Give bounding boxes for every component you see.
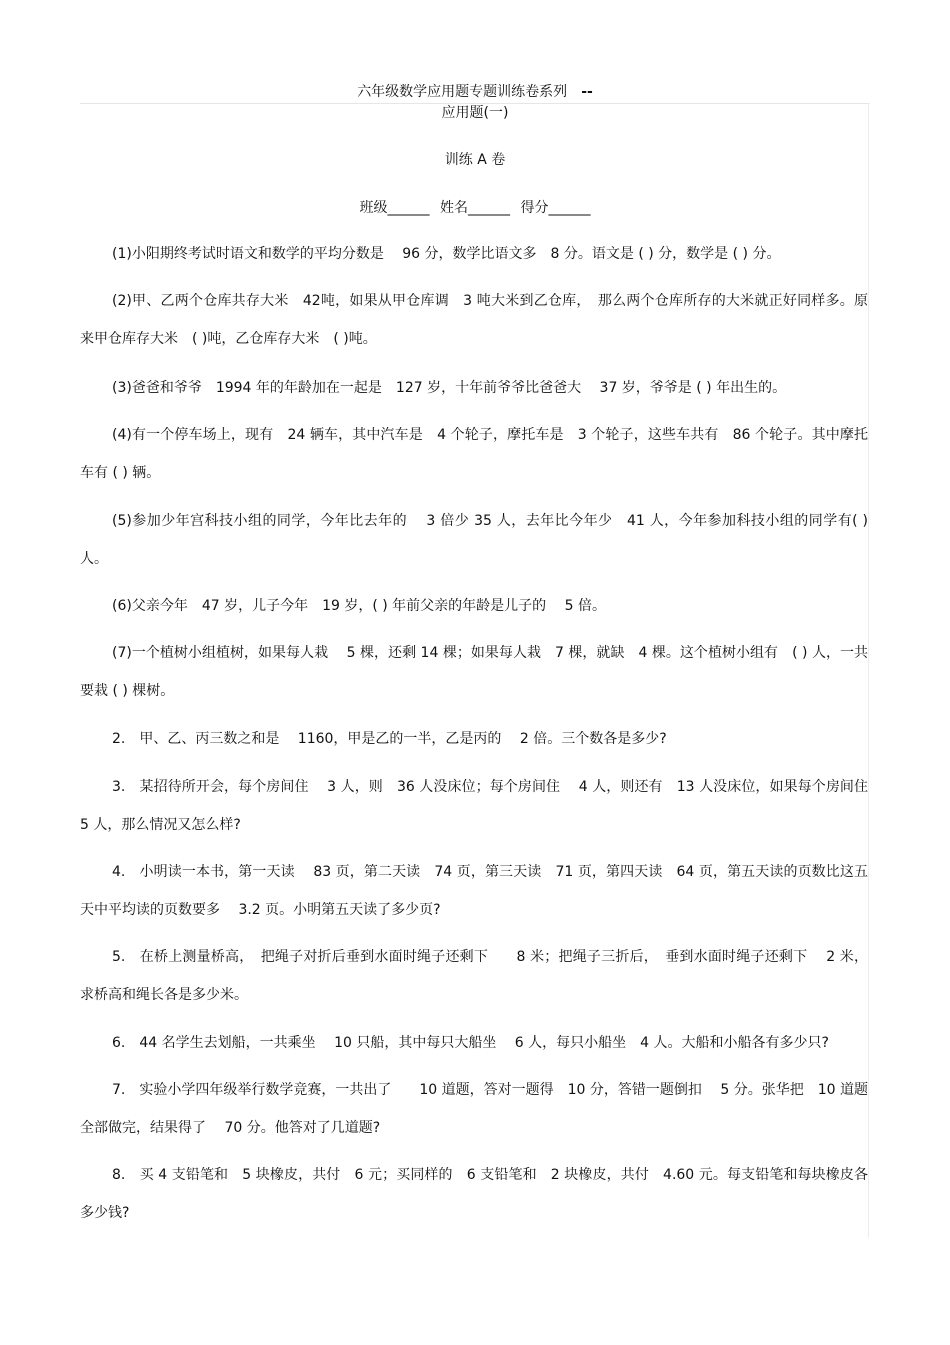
question-1-5: (5)参加少年宫科技小组的同学，今年比去年的 3 倍少 35 人，去年比今年少 41 人，今年参加科技小组的同学有( ) 人。: [80, 513, 868, 567]
class-field: 班级______: [359, 200, 430, 216]
question-1-4: (4)有一个停车场上，现有 24 辆车，其中汽车是 4 个轮子，摩托车是 3 个轮子，这些车共有 86 个轮子。其中摩托车有 ( ) 辆。: [80, 427, 868, 481]
series-title: [0, 83, 950, 101]
question-3: 3. 某招待所开会，每个房间住 3 人，则 36 人没床位；每个房间住 4 人，则还有 13 人没床位，如果每个房间住 5 人，那么情况又怎么样?: [80, 779, 868, 833]
series-title-dash: --: [581, 84, 593, 100]
question-7: 7. 实验小学四年级举行数学竞赛，一共出了 10 道题，答对一题得 10 分，答错一题倒扣 5 分。张华把 10 道题全部做完，结果得了 70 分。他答对了几道题?: [80, 1082, 868, 1136]
series-title-text: 六年级数学应用题专题训练卷系列: [357, 84, 568, 100]
question-1-6: (6)父亲今年 47 岁，儿子今年 19 岁，( ) 年前父亲的年龄是儿子的 5 倍。: [112, 598, 606, 614]
question-1-1: (1)小阳期终考试时语文和数学的平均分数是 96 分，数学比语文多 8 分。语文是 ( ) 分，数学是 ( ) 分。: [112, 246, 781, 262]
question-8: 8. 买 4 支铅笔和 5 块橡皮，共付 6 元；买同样的 6 支铅笔和 2 块橡皮，共付 4.60 元。每支铅笔和每块橡皮各多少钱?: [80, 1167, 868, 1221]
question-1-2: (2)甲、乙两个仓库共存大米 42吨，如果从甲仓库调 3 吨大米到乙仓库， 那么两个仓库所存的大米就正好同样多。原来甲仓库存大米 ( )吨，乙仓库存大米 ( )吨。: [80, 293, 868, 347]
volume-label: 训练 A 卷: [444, 152, 506, 168]
right-margin-rule: [868, 103, 869, 1238]
page-title: 应用题(一): [441, 105, 509, 121]
question-1-7: (7)一个植树小组植树，如果每人栽 5 棵，还剩 14 棵；如果每人栽 7 棵，就缺 4 棵。这个植树小组有 ( ) 人，一共要栽 ( ) 棵树。: [80, 645, 868, 699]
question-4: 4. 小明读一本书，第一天读 83 页，第二天读 74 页，第三天读 71 页，第四天读 64 页，第五天读的页数比这五天中平均读的页数要多 3.2 页。小明第五天读了多少页?: [80, 864, 868, 918]
score-field: 得分______: [520, 200, 591, 216]
question-1-3: (3)爸爸和爷爷 1994 年的年龄加在一起是 127 岁，十年前爷爷比爸爸大 37 岁，爷爷是 ( ) 年出生的。: [112, 380, 787, 396]
name-field: 姓名______: [440, 200, 510, 216]
question-5: 5. 在桥上测量桥高， 把绳子对折后垂到水面时绳子还剩下 8 米；把绳子三折后， 垂到水面时绳子还剩下 2 米，求桥高和绳长各是多少米。: [80, 949, 868, 1003]
question-6: 6. 44 名学生去划船，一共乘坐 10 只船，其中每只大船坐 6 人，每只小船坐 4 人。大船和小船各有多少只?: [112, 1035, 829, 1051]
question-2: 2. 甲、乙、丙三数之和是 1160，甲是乙的一半，乙是丙的 2 倍。三个数各是多少?: [112, 731, 667, 747]
student-info-row: [0, 199, 950, 217]
